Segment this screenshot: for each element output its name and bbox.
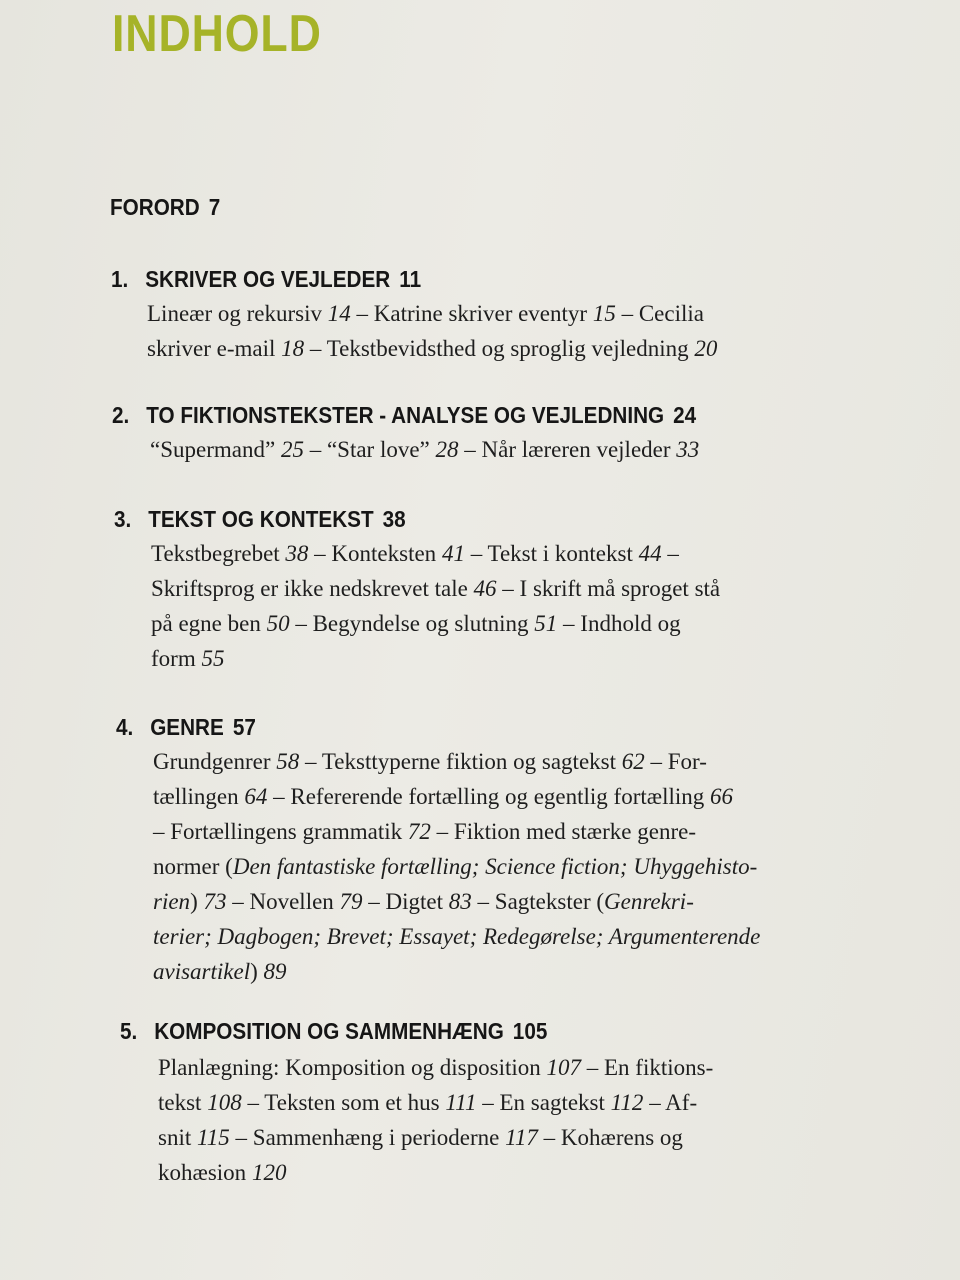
chapter-entries-4 xyxy=(153,744,760,989)
entry-line: snit 115 – Sammenhæng i perioderne 117 – Kohærens og xyxy=(158,1125,683,1150)
entry-line: – Fortællingens grammatik 72 – Fiktion med stærke genre- xyxy=(153,819,697,844)
entry-line: Tekstbegrebet 38 – Konteksten 41 – Tekst i kontekst 44 – xyxy=(151,541,679,566)
chapter-page: 57 xyxy=(232,714,256,740)
chapter-number: 1. xyxy=(111,266,129,292)
chapter-heading-2 xyxy=(112,402,696,429)
chapter-title: KOMPOSITION OG SAMMENHÆNG xyxy=(154,1018,504,1044)
entry-line: form 55 xyxy=(151,646,225,671)
chapter-heading-1 xyxy=(111,266,421,293)
entry-line: tekst 108 – Teksten som et hus 111 – En sagtekst 112 – Af- xyxy=(158,1090,698,1115)
chapter-page: 24 xyxy=(673,402,697,428)
entry-line: på egne ben 50 – Begyndelse og slutning 51 – Indhold og xyxy=(151,611,681,636)
foreword-heading xyxy=(110,194,220,221)
chapter-heading-3 xyxy=(114,506,406,533)
chapter-number: 2. xyxy=(112,402,130,428)
entry-line: terier; Dagbogen; Brevet; Essayet; Redegørelse; Argumenterende xyxy=(153,924,761,949)
entry-line: rien) 73 – Novellen 79 – Digtet 83 – Sagtekster (Genrekri- xyxy=(153,889,694,914)
entry-line: normer (Den fantastiske fortælling; Science fiction; Uhyggehisto- xyxy=(153,854,758,879)
foreword-label: FORORD xyxy=(110,194,200,220)
chapter-page: 38 xyxy=(382,506,406,532)
chapter-title: TO FIKTIONSTEKSTER - ANALYSE OG VEJLEDNING xyxy=(146,402,665,428)
chapter-number: 4. xyxy=(116,714,134,740)
chapter-entries-2 xyxy=(150,432,699,467)
chapter-title: GENRE xyxy=(150,714,224,740)
chapter-entries-3 xyxy=(151,536,720,676)
entry-line: avisartikel) 89 xyxy=(153,959,287,984)
page-title: INDHOLD xyxy=(112,5,322,63)
chapter-heading-4 xyxy=(116,714,256,741)
entry-line: tællingen 64 – Refererende fortælling og egentlig fortælling 66 xyxy=(153,784,734,809)
entry-line: skriver e-mail 18 – Tekstbevidsthed og sproglig vejledning 20 xyxy=(147,336,718,361)
chapter-number: 5. xyxy=(120,1018,138,1044)
chapter-number: 3. xyxy=(114,506,132,532)
chapter-title: SKRIVER OG VEJLEDER xyxy=(145,266,391,292)
entry-line: Skriftsprog er ikke nedskrevet tale 46 – I skrift må sproget stå xyxy=(151,576,721,601)
entry-line: Grundgenrer 58 – Teksttyperne fiktion og sagtekst 62 – For- xyxy=(153,749,707,774)
chapter-heading-5 xyxy=(120,1018,547,1045)
chapter-title: TEKST OG KONTEKST xyxy=(148,506,374,532)
entry-line: Planlægning: Komposition og disposition 107 – En fiktions- xyxy=(158,1055,714,1080)
foreword-page: 7 xyxy=(208,194,221,220)
chapter-page: 11 xyxy=(399,266,422,292)
chapter-page: 105 xyxy=(512,1018,548,1044)
chapter-entries-5 xyxy=(158,1050,713,1190)
entry-line: kohæsion 120 xyxy=(158,1160,287,1185)
chapter-entries-1 xyxy=(147,296,717,366)
entry-line: “Supermand” 25 – “Star love” 28 – Når læreren vejleder 33 xyxy=(150,437,700,462)
entry-line: Lineær og rekursiv 14 – Katrine skriver eventyr 15 – Cecilia xyxy=(147,301,704,326)
